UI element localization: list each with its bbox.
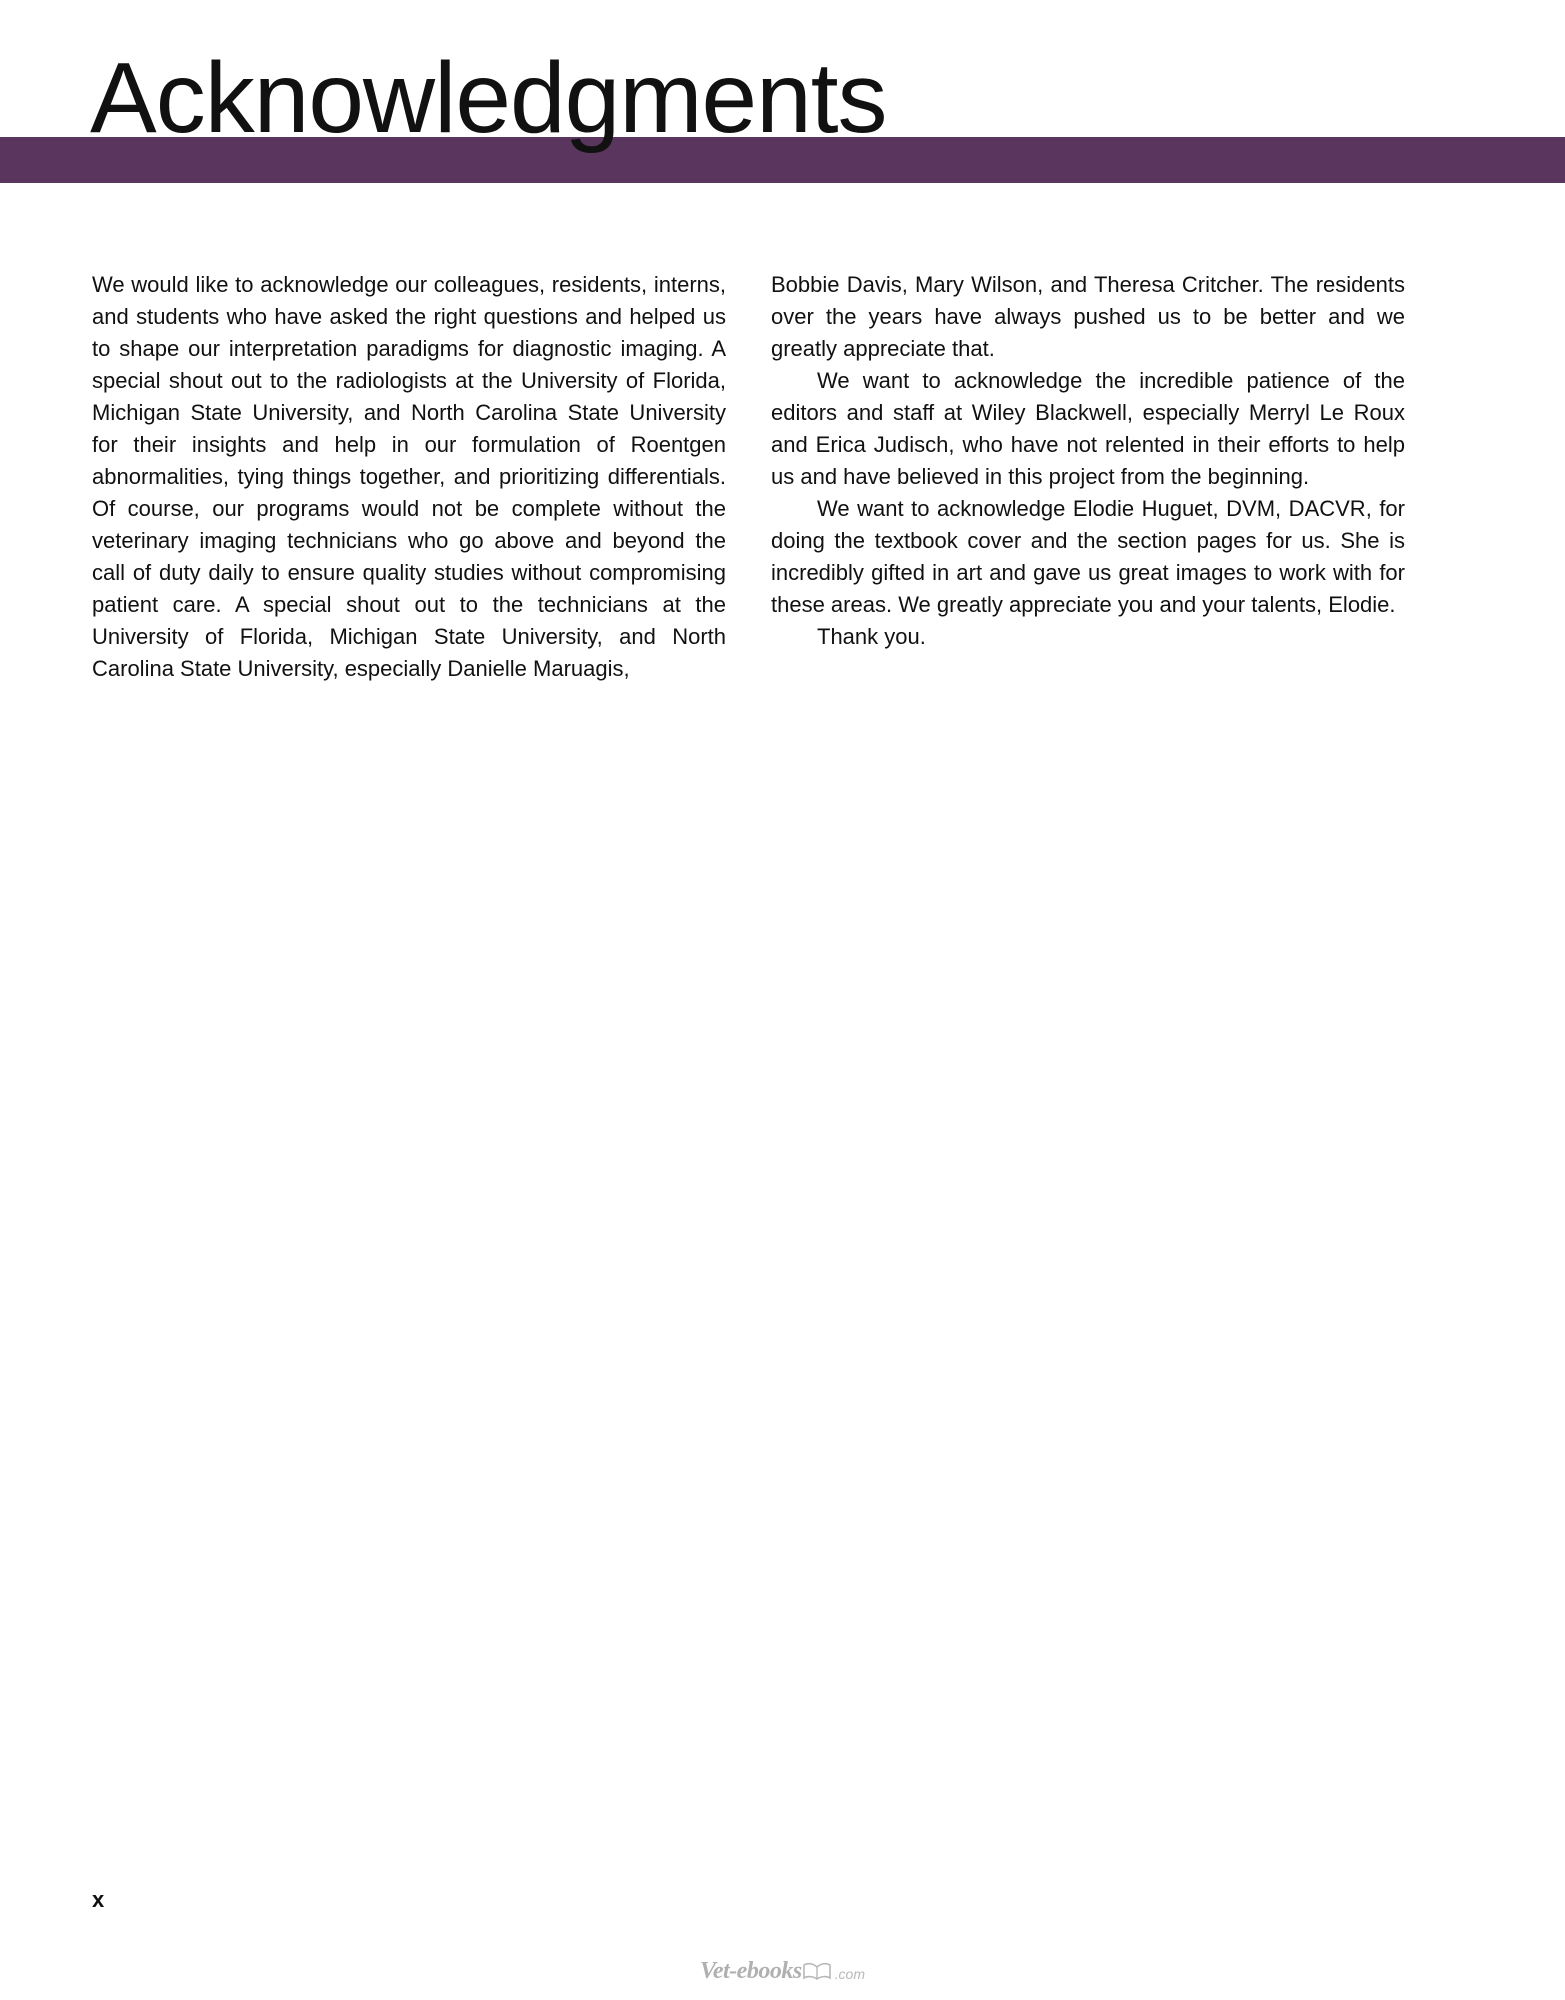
- page-number: x: [92, 1887, 105, 1912]
- right-column: [771, 269, 1405, 653]
- paragraph: We would like to acknowledge our colleagues, residents, interns, and students who have asked the right questions and helped us to shape our interpretation paradigms for diagnostic imaging. A special shout out to the radiologists at the University of Florida, Michigan State University, and North Carolina State University for their insights and help in our formulation of Roentgen abnormalities, tying things together, and prioritizing differentials. Of course, our programs would not be complete without the veterinary imaging technicians who go above and beyond the call of duty daily to ensure quality studies without compromising patient care. A special shout out to the technicians at the University of Florida, Michigan State University, and North Carolina State University, especially Danielle Maruagis,: [92, 272, 726, 681]
- watermark: [700, 1954, 870, 1988]
- paragraph: Bobbie Davis, Mary Wilson, and Theresa Critcher. The residents over the years have always pushed us to be better and we greatly appreciate that.: [771, 272, 1405, 361]
- paragraph: We want to acknowledge the incredible patience of the editors and staff at Wiley Blackwell, especially Merryl Le Roux and Erica Judisch, who have not relented in their efforts to help us and have believed in this project from the beginning.: [771, 368, 1405, 489]
- left-column: [92, 269, 726, 685]
- open-book-icon: [802, 1961, 832, 1981]
- paragraph: Thank you.: [817, 624, 926, 649]
- watermark-text: Vet-ebooks: [700, 1957, 802, 1984]
- page-title: Acknowledgments: [90, 42, 887, 154]
- watermark-suffix: .com: [834, 1966, 865, 1982]
- paragraph: We want to acknowledge Elodie Huguet, DVM, DACVR, for doing the textbook cover and the section pages for us. She is incredibly gifted in art and gave us great images to work with for these areas. We greatly appreciate you and your talents, Elodie.: [771, 496, 1405, 617]
